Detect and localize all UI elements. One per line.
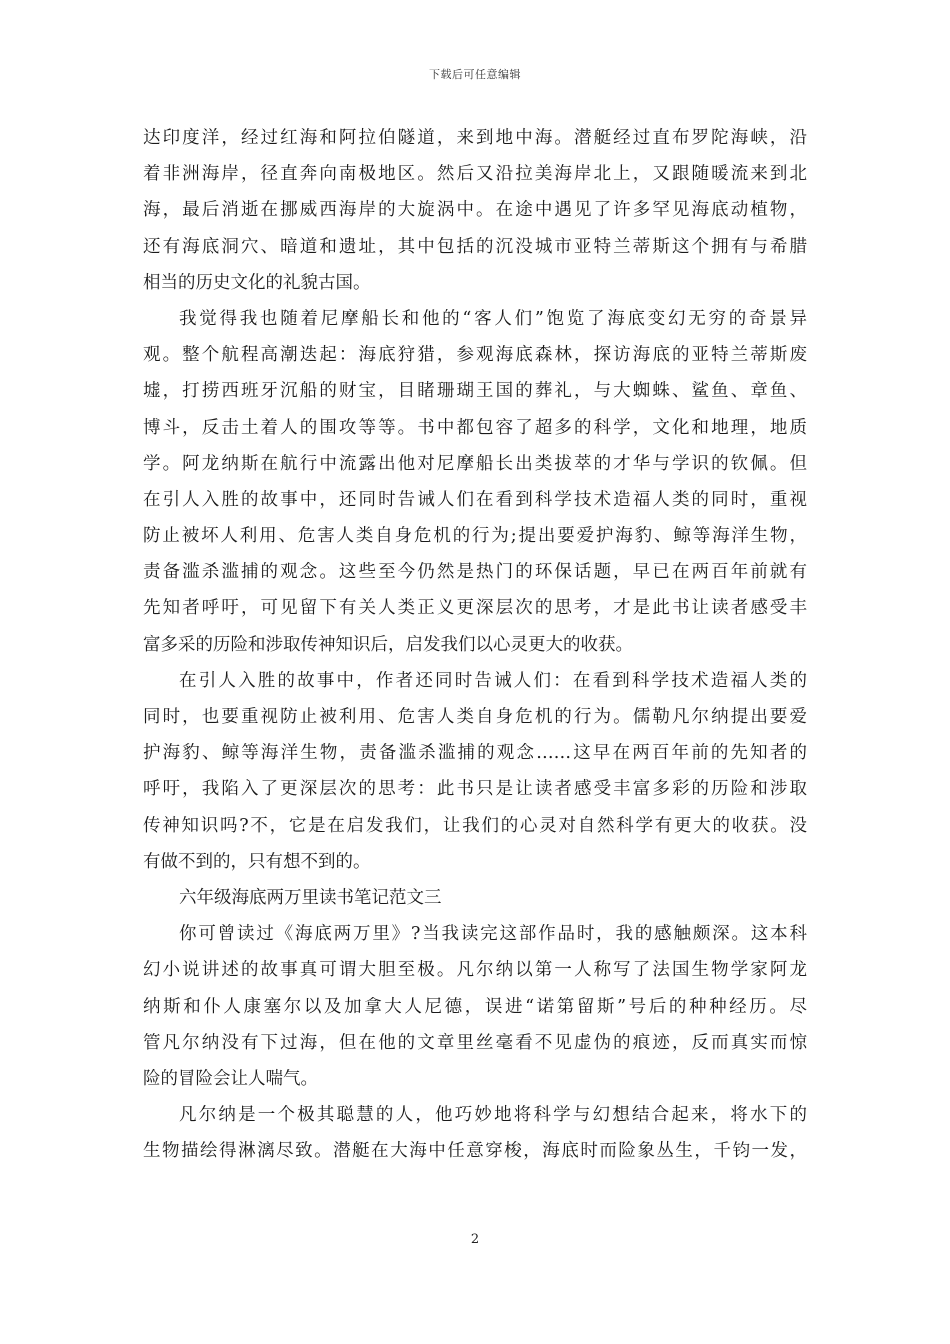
page-number: 2: [470, 1232, 480, 1247]
text-line: 你可曾读过《海底两万里》?当我读完这部作品时，我的感触颇深。这本科: [179, 924, 807, 945]
text-line: 纳斯和仆人康塞尔以及加拿大人尼德，误进“诺第留斯”号后的种种经历。尽: [143, 996, 807, 1017]
text-line: 海，最后消逝在挪威西海岸的大旋涡中。在途中遇见了许多罕见海底动植物，: [143, 200, 807, 221]
text-line: 凡尔纳是一个极其聪慧的人，他巧妙地将科学与幻想结合起来，将水下的: [179, 1105, 807, 1126]
text-line: 同时，也要重视防止被利用、危害人类自身危机的行为。儒勒凡尔纳提出要爱: [143, 707, 807, 727]
text-line: 博斗，反击土着人的围攻等等。书中都包容了超多的科学，文化和地理，地质: [143, 417, 807, 438]
text-line: 在引人入胜的故事中，作者还同时告诫人们：在看到科学技术造福人类的: [179, 670, 807, 691]
text-line: 在引人入胜的故事中，还同时告诫人们在看到科学技术造福人类的同时，重视: [143, 489, 807, 510]
text-line: 达印度洋，经过红海和阿拉伯隧道，来到地中海。潜艇经过直布罗陀海峡，沿: [143, 128, 807, 148]
text-line: 防止被坏人利用、危害人类自身危机的行为;提出要爱护海豹、鲸等海洋生物，: [143, 526, 807, 547]
text-line: 富多采的历险和涉取传神知识后，启发我们以心灵更大的收获。: [143, 634, 633, 655]
text-line: 学。阿龙纳斯在航行中流露出他对尼摩船长出类拔萃的才华与学识的钦佩。但: [143, 453, 807, 474]
text-line: 险的冒险会让人喘气。: [143, 1068, 318, 1089]
text-line: 责备滥杀滥捕的观念。这些至今仍然是热门的环保话题，早已在两百年前就有: [143, 562, 807, 583]
document-body: [143, 120, 807, 1169]
paragraph: [143, 663, 807, 880]
text-line: 传神知识吗?不，它是在启发我们，让我们的心灵对自然科学有更大的收获。没: [143, 815, 807, 836]
text-line: 先知者呼吁，可见留下有关人类正义更深层次的思考，才是此书让读者感受丰: [143, 598, 807, 619]
text-line: 还有海底洞穴、暗道和遗址，其中包括的沉没城市亚特兰蒂斯这个拥有与希腊: [143, 236, 807, 257]
text-line: 有做不到的，只有想不到的。: [143, 851, 371, 872]
text-line: 生物描绘得淋漓尽致。潜艇在大海中任意穿梭，海底时而险象丛生，千钧一发，: [143, 1141, 807, 1162]
text-line: 着非洲海岸，径直奔向南极地区。然后又沿拉美海岸北上，又跟随暖流来到北: [143, 164, 807, 185]
text-line: 墟，打捞西班牙沉船的财宝，目睹珊瑚王国的葬礼，与大蜘蛛、鲨鱼、章鱼、: [143, 381, 807, 402]
paragraph: [143, 916, 807, 1097]
text-line: 管凡尔纳没有下过海，但在他的文章里丝毫看不见虚伪的痕迹，反而真实而惊: [143, 1032, 807, 1053]
text-line: 六年级海底两万里读书笔记范文三: [179, 887, 442, 908]
text-line: 护海豹、鲸等海洋生物，责备滥杀滥捕的观念……这早在两百年前的先知者的: [143, 743, 807, 764]
text-line: 呼吁，我陷入了更深层次的思考：此书只是让读者感受丰富多彩的历险和涉取: [143, 779, 807, 800]
paragraph: [143, 301, 807, 663]
text-line: 我觉得我也随着尼摩船长和他的“客人们”饱览了海底变幻无穷的奇景异: [179, 308, 807, 329]
section-heading: [143, 880, 807, 916]
paragraph: [143, 1097, 807, 1169]
text-line: 观。整个航程高潮迭起：海底狩猎，参观海底森林，探访海底的亚特兰蒂斯废: [143, 345, 807, 366]
text-line: 相当的历史文化的礼貌古国。: [143, 272, 371, 293]
paragraph: [143, 120, 807, 301]
text-line: 幻小说讲述的故事真可谓大胆至极。凡尔纳以第一人称写了法国生物学家阿龙: [143, 960, 807, 981]
page-header: 下载后可任意编辑: [429, 68, 521, 81]
